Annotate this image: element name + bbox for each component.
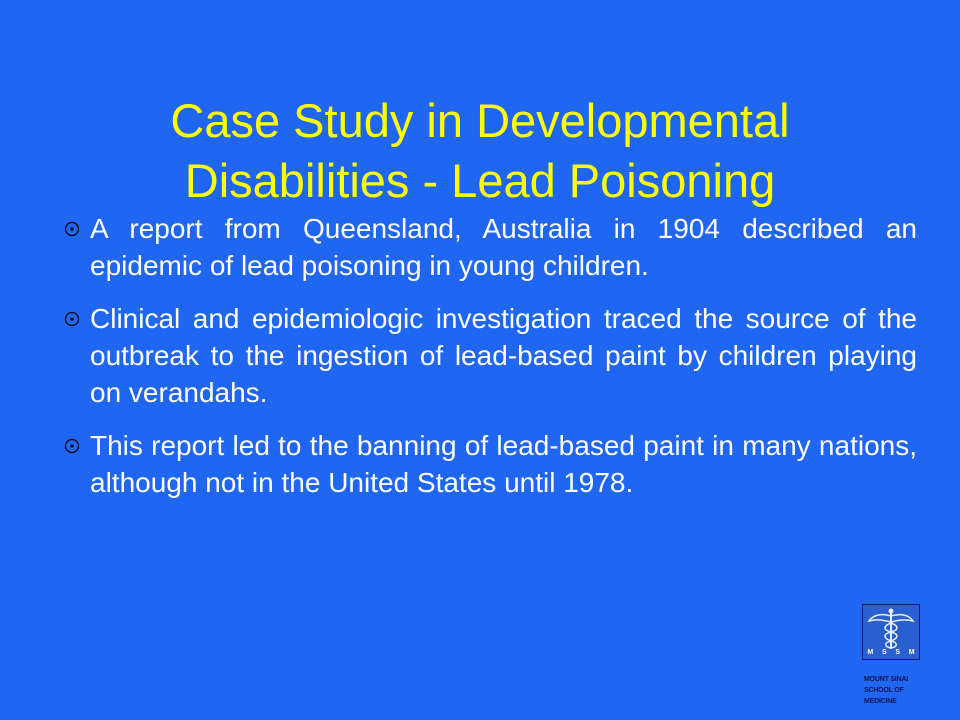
bullet-text: Clinical and epidemiologic investigation traced the source of the outbreak to the ingestion of lead-based paint by children playing on verandahs. xyxy=(90,303,917,408)
bullet-item xyxy=(62,210,917,284)
caduceus-emblem xyxy=(862,604,920,660)
title-line-2: Disabilities - Lead Poisoning xyxy=(184,154,776,208)
logo-letter: M xyxy=(908,649,915,656)
logo-letter: S xyxy=(881,649,887,656)
bullet-text: This report led to the banning of lead-based paint in many nations, although not in the United States until 1978. xyxy=(90,430,917,498)
bullet-text: A report from Queensland, Australia in 1904 described an epidemic of lead poisoning in young children. xyxy=(90,213,917,281)
bullet-item xyxy=(62,300,917,411)
slide-title xyxy=(40,91,920,211)
logo-text-line: SCHOOL OF xyxy=(864,687,904,694)
logo-letters xyxy=(863,649,919,656)
bullet-item xyxy=(62,427,917,501)
circled-dot-bullet-icon xyxy=(64,221,80,237)
circled-dot-bullet-icon xyxy=(64,311,80,327)
title-line-1: Case Study in Developmental xyxy=(170,94,790,148)
caduceus-icon xyxy=(863,607,919,651)
logo-text-line: MOUNT SINAI xyxy=(864,676,909,683)
logo-wordmark xyxy=(864,674,920,707)
logo-letter: S xyxy=(895,649,901,656)
logo-letter: M xyxy=(867,649,874,656)
logo-text-line: MEDICINE xyxy=(864,698,897,705)
circled-dot-bullet-icon xyxy=(64,438,80,454)
bullet-list xyxy=(62,210,917,517)
school-logo xyxy=(862,604,920,712)
